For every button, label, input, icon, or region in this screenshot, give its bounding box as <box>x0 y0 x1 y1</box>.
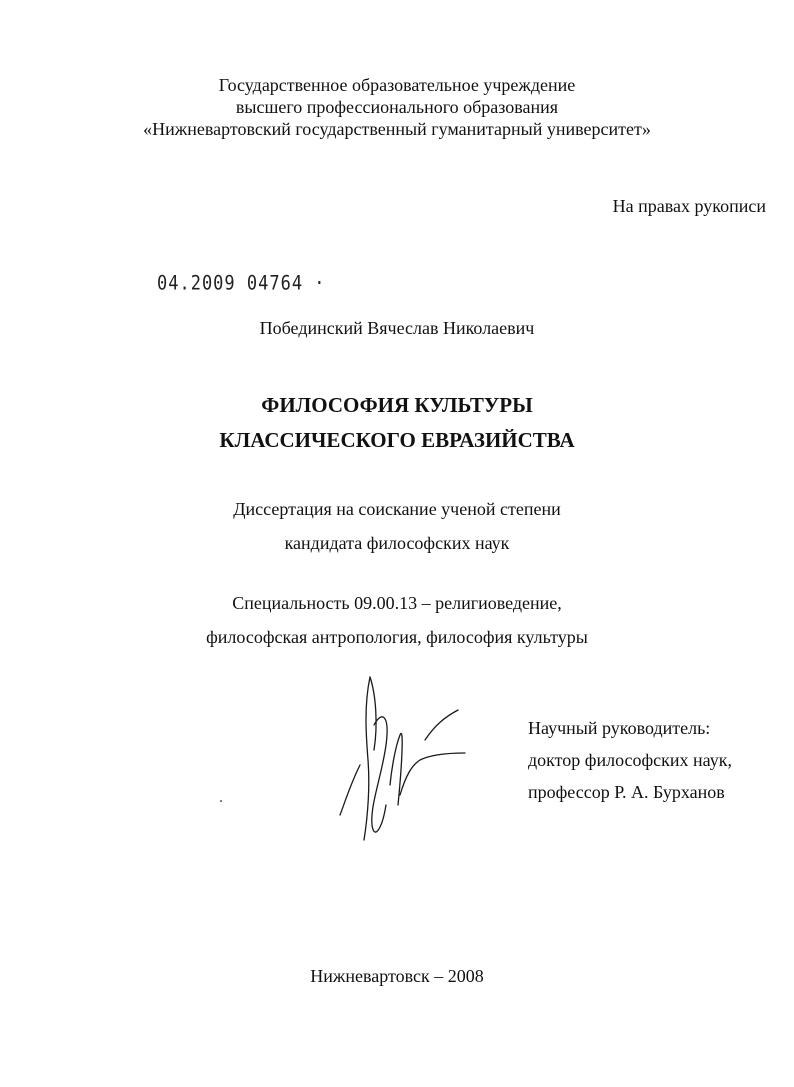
supervisor-block <box>528 712 732 808</box>
handwritten-signature <box>330 665 480 850</box>
supervisor-name: профессор Р. А. Бурханов <box>528 782 725 802</box>
degree-line-1: Диссертация на соискание ученой степени <box>233 499 561 519</box>
city-year: Нижневартовск – 2008 <box>310 966 484 986</box>
specialty-line-1: Специальность 09.00.13 – религиоведение, <box>232 593 562 613</box>
degree-statement <box>0 492 794 560</box>
registration-number-text: 04.2009 04764 <box>157 272 304 295</box>
specialty-statement <box>0 586 794 654</box>
supervisor-degree: доктор философских наук, <box>528 750 732 770</box>
registration-number <box>157 272 326 295</box>
institution-line-2: высшего профессионального образования <box>235 97 559 117</box>
degree-line-2: кандидата философских наук <box>284 533 510 553</box>
author-name: Побединский Вячеслав Николаевич <box>259 318 535 338</box>
institution-line-1: Государственное образовательное учреждение <box>218 75 576 95</box>
institution-block <box>0 74 794 140</box>
specialty-line-2: философская антропология, философия культуры <box>206 627 588 647</box>
registration-mark: · <box>303 272 326 295</box>
manuscript-rights-note: На правах рукописи <box>612 196 766 216</box>
stray-mark <box>220 800 222 802</box>
institution-line-3: «Нижневартовский государственный гуманитарный университет» <box>143 119 651 139</box>
dissertation-title <box>0 388 794 458</box>
title-line-1: ФИЛОСОФИЯ КУЛЬТУРЫ <box>261 393 533 417</box>
supervisor-label: Научный руководитель: <box>528 718 711 738</box>
title-line-2: КЛАССИЧЕСКОГО ЕВРАЗИЙСТВА <box>219 428 575 452</box>
